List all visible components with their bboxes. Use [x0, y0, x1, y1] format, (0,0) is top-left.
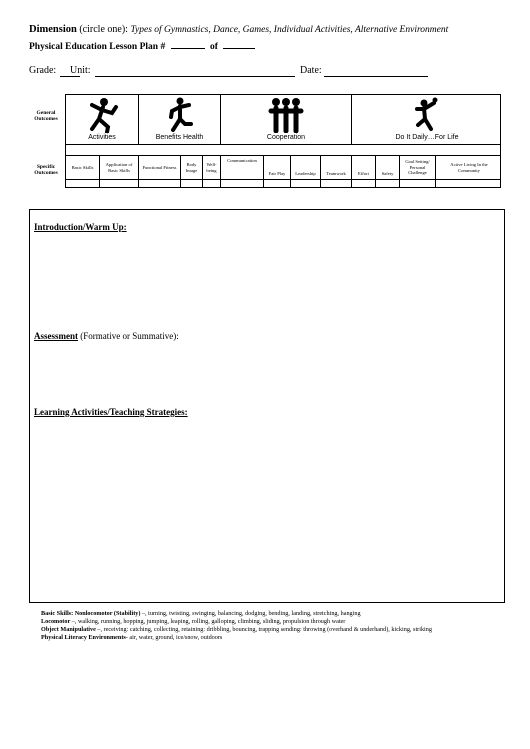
specific-outcome-cell: Basic Skills	[66, 156, 100, 179]
footer-bold: Locomotor	[41, 618, 71, 625]
outcome-check-cell[interactable]	[181, 179, 203, 188]
dimension-line	[29, 24, 448, 35]
outcome-check-cell[interactable]	[376, 179, 400, 188]
specific-outcome-cell: Functional Fitness	[139, 156, 181, 179]
footer-line-object	[41, 626, 432, 634]
assessment-note: (Formative or Summative):	[80, 331, 179, 341]
running-figure-icon	[82, 97, 122, 133]
outcome-check-cell[interactable]	[139, 179, 181, 188]
specific-outcome-cell: Application of Basic Skills	[100, 156, 139, 179]
footer-line-locomotor	[41, 618, 345, 626]
footer-bold: Physical Literacy Environments	[41, 634, 126, 641]
general-outcome-do-it-daily[interactable]	[352, 95, 502, 144]
general-outcome-label: Do It Daily…For Life	[395, 134, 459, 141]
general-outcome-label: Benefits Health	[155, 134, 204, 141]
outcome-check-cell[interactable]	[291, 179, 321, 188]
footer-text: - air, water, ground, ice/snow, outdoors	[125, 634, 223, 641]
jumping-figure-icon	[407, 97, 447, 133]
lesson-number-field[interactable]	[171, 48, 205, 49]
general-outcome-label: Cooperation	[266, 134, 306, 141]
outcome-check-cell[interactable]	[221, 179, 264, 188]
footer-bold: Basic Skills: Nonlocomotor (Stability)	[41, 610, 141, 617]
specific-outcome-cell: Leadership	[291, 156, 321, 179]
footer-line-stability	[41, 610, 361, 618]
grade-field[interactable]	[60, 76, 80, 77]
row-divider	[66, 144, 500, 145]
footer-text: –, walking, running, hopping, jumping, leaping, rolling, galloping, climbing, sliding, propulsion through water	[70, 618, 346, 625]
outcomes-table	[29, 94, 501, 188]
general-outcome-label: Activities	[88, 134, 116, 141]
general-outcomes-label: General Outcomes	[34, 110, 58, 122]
group-figures-icon	[266, 97, 306, 133]
specific-outcome-cell: Body Image	[181, 156, 203, 179]
specific-outcome-cell: Fair Play	[264, 156, 291, 179]
outcome-check-cell[interactable]	[352, 179, 376, 188]
specific-outcome-cell: Communication	[221, 156, 264, 179]
footer-line-environments	[41, 634, 222, 642]
footer-bold: Object Manipulative	[41, 626, 96, 633]
assessment-heading: Assessment	[34, 331, 78, 341]
date-label: Date:	[300, 65, 322, 76]
learning-heading: Learning Activities/Teaching Strategies:	[34, 407, 188, 417]
lesson-content-box[interactable]	[29, 209, 505, 603]
outcome-check-cell[interactable]	[436, 179, 502, 188]
general-outcome-benefits-health[interactable]	[139, 95, 221, 144]
specific-outcome-cell: Effort	[352, 156, 376, 179]
lesson-plan-label: Physical Education Lesson Plan #	[29, 42, 166, 52]
outcome-check-cell[interactable]	[66, 179, 100, 188]
intro-section	[34, 222, 127, 232]
specific-outcome-cell: Goal Setting/ Personal Challenge	[400, 156, 436, 179]
outcomes-grid	[65, 94, 501, 188]
specific-outcome-cell: Safety	[376, 156, 400, 179]
specific-outcome-cell: Teamwork	[321, 156, 352, 179]
general-outcome-cooperation[interactable]	[221, 95, 352, 144]
dimension-label: Dimension	[29, 24, 77, 35]
assessment-section	[34, 331, 179, 341]
footer-text: –, receiving: catching, collecting, retaining: dribbling, bouncing, trapping sending: throwing (overhand & underhand), kicking, striking	[95, 626, 432, 633]
outcome-check-cell[interactable]	[264, 179, 291, 188]
lesson-of-label: of	[209, 42, 218, 52]
learning-section	[34, 407, 188, 417]
lesson-plan-line	[29, 42, 255, 52]
specific-outcome-cell: Well-being	[203, 156, 221, 179]
dimension-note: (circle one):	[79, 24, 128, 35]
grade-label: Grade:	[29, 65, 57, 76]
lesson-total-field[interactable]	[223, 48, 255, 49]
specific-outcomes-label: Specific Outcomes	[34, 164, 58, 176]
intro-heading: Introduction/Warm Up:	[34, 222, 127, 232]
outcome-check-cell[interactable]	[100, 179, 139, 188]
dimension-options[interactable]: Types of Gymnastics, Dance, Games, Individual Activities, Alternative Environment	[130, 25, 449, 35]
specific-outcome-cell: Active Living In the Community	[450, 162, 488, 173]
unit-field[interactable]	[95, 76, 295, 77]
outcome-check-cell[interactable]	[321, 179, 352, 188]
outcome-check-cell[interactable]	[203, 179, 221, 188]
general-outcome-activities[interactable]	[66, 95, 139, 144]
outcome-check-cell[interactable]	[400, 179, 436, 188]
stretching-figure-icon	[160, 97, 200, 133]
footer-text: –, turning, twisting, swinging, balancing, dodging, bending, landing, stretching, hanging	[140, 610, 361, 617]
date-field[interactable]	[324, 76, 428, 77]
unit-label: Unit:	[70, 65, 91, 76]
